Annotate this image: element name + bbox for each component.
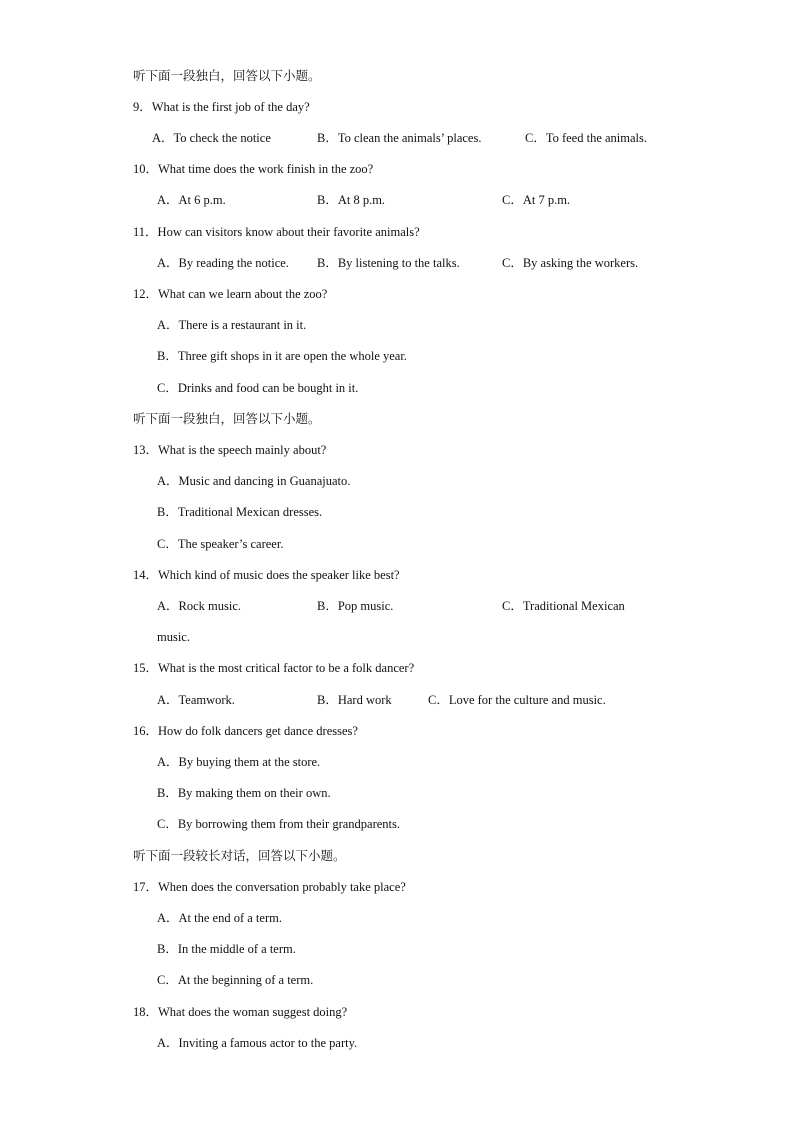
question-12-option-a: A．There is a restaurant in it.	[157, 318, 307, 332]
question-9-stem: 9．What is the first job of the day?	[133, 100, 310, 114]
question-17-option-c: C．At the beginning of a term.	[157, 973, 314, 987]
question-17-stem: 17．When does the conversation probably take place?	[133, 880, 406, 894]
question-9-option-b: B．To clean the animals’ places.	[317, 131, 482, 145]
question-11-option-a: A．By reading the notice.	[157, 256, 289, 270]
section-intro: 听下面一段较长对话，回答以下小题。	[133, 848, 346, 863]
question-13-option-c: C．The speaker’s career.	[157, 537, 284, 551]
question-14-option-c: C．Traditional Mexican	[502, 599, 625, 613]
question-13-option-a: A．Music and dancing in Guanajuato.	[157, 474, 351, 488]
question-18-option-a: A．Inviting a famous actor to the party.	[157, 1036, 358, 1050]
question-15-stem: 15．What is the most critical factor to be a folk dancer?	[133, 661, 415, 675]
question-15-option-a: A．Teamwork.	[157, 693, 235, 707]
question-10-stem: 10．What time does the work finish in the zoo?	[133, 162, 374, 176]
question-10-option-b: B．At 8 p.m.	[317, 193, 386, 207]
question-18-stem: 18．What does the woman suggest doing?	[133, 1005, 348, 1019]
question-11-option-c: C．By asking the workers.	[502, 256, 639, 270]
question-12-stem: 12．What can we learn about the zoo?	[133, 287, 328, 301]
question-9-option-a: A．To check the notice	[152, 131, 271, 145]
question-14-option-a: A．Rock music.	[157, 599, 242, 613]
question-12-option-c: C．Drinks and food can be bought in it.	[157, 381, 359, 395]
question-14-stem: 14．Which kind of music does the speaker like best?	[133, 568, 400, 582]
question-16-option-b: B．By making them on their own.	[157, 786, 331, 800]
question-9-option-c: C．To feed the animals.	[525, 131, 648, 145]
question-10-option-a: A．At 6 p.m.	[157, 193, 226, 207]
question-14-option-c-continued: music.	[157, 630, 190, 644]
question-15-option-c: C．Love for the culture and music.	[428, 693, 606, 707]
question-14-option-b: B．Pop music.	[317, 599, 394, 613]
question-13-option-b: B．Traditional Mexican dresses.	[157, 505, 323, 519]
question-17-option-a: A．At the end of a term.	[157, 911, 282, 925]
question-16-option-c: C．By borrowing them from their grandparents.	[157, 817, 401, 831]
question-16-stem: 16．How do folk dancers get dance dresses?	[133, 724, 358, 738]
question-17-option-b: B．In the middle of a term.	[157, 942, 296, 956]
question-10-option-c: C．At 7 p.m.	[502, 193, 571, 207]
section-intro: 听下面一段独白，回答以下小题。	[133, 411, 321, 426]
question-16-option-a: A．By buying them at the store.	[157, 755, 321, 769]
question-11-stem: 11．How can visitors know about their favorite animals?	[133, 225, 420, 239]
question-11-option-b: B．By listening to the talks.	[317, 256, 460, 270]
question-15-option-b: B．Hard work	[317, 693, 392, 707]
question-13-stem: 13．What is the speech mainly about?	[133, 443, 327, 457]
section-intro: 听下面一段独白，回答以下小题。	[133, 68, 321, 83]
question-12-option-b: B．Three gift shops in it are open the whole year.	[157, 349, 407, 363]
